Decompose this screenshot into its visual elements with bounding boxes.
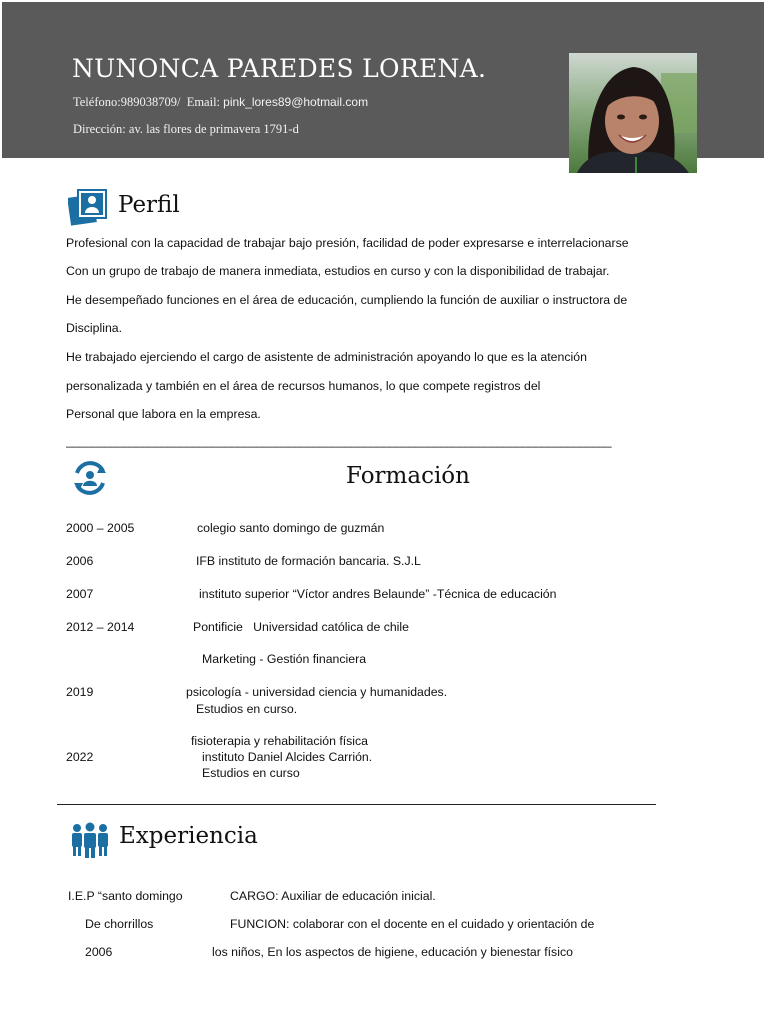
edu-year: 2006 — [66, 554, 94, 568]
edu-year: 2022 — [66, 750, 94, 764]
perfil-line: personalizada y también en el área de recursos humanos, lo que compete registros del — [66, 379, 541, 393]
section-title-formacion: Formación — [346, 463, 470, 489]
edu-text: Estudios en curso — [202, 766, 300, 780]
phone-value: 989038709/ — [120, 95, 181, 109]
candidate-name: NUNONCA PAREDES LORENA. — [72, 54, 487, 83]
exp-detail: FUNCION: colaborar con el docente en el cuidado y orientación de — [230, 917, 595, 931]
edu-year: 2019 — [66, 685, 94, 699]
edu-text: instituto Daniel Alcides Carrión. — [202, 750, 373, 764]
edu-text: Marketing - Gestión financiera — [202, 652, 367, 666]
perfil-line: Profesional con la capacidad de trabajar bajo presión, facilidad de poder expresarse e interrelacionarse — [66, 236, 629, 250]
edu-year: 2000 – 2005 — [66, 521, 135, 535]
email-label: Email: — [186, 95, 221, 109]
edu-year: 2007 — [66, 587, 94, 601]
exp-detail: los niños, En los aspectos de higiene, educación y bienestar físico — [212, 945, 573, 959]
email-value: pink_lores89@hotmail.com — [223, 95, 369, 109]
edu-text: Estudios en curso. — [196, 702, 298, 716]
perfil-line: Disciplina. — [66, 321, 123, 335]
edu-text: instituto superior “Víctor andres Belaunde” -Técnica de educación — [199, 587, 557, 601]
exp-employer: I.E.P “santo domingo — [68, 889, 183, 903]
section-title-perfil: Perfil — [118, 192, 180, 218]
perfil-separator: ______________________________________________________________________________________ — [66, 434, 612, 448]
address-line — [73, 122, 299, 137]
edu-text: IFB instituto de formación bancaria. S.J.L — [196, 554, 421, 568]
edu-text: psicología - universidad ciencia y humanidades. — [186, 685, 448, 699]
edu-year: 2012 – 2014 — [66, 620, 135, 634]
address-label: Dirección: — [73, 122, 126, 136]
address-value: av. las flores de primavera 1791-d — [128, 122, 299, 136]
graduation-cycle-icon — [71, 461, 109, 500]
profile-photo — [569, 53, 697, 173]
perfil-line: Con un grupo de trabajo de manera inmediata, estudios en curso y con la disponibilidad de trabajar. — [66, 264, 610, 278]
contact-line — [73, 95, 368, 110]
exp-year: 2006 — [85, 945, 113, 959]
section-title-experiencia: Experiencia — [119, 823, 258, 849]
exp-employer: De chorrillos — [85, 917, 154, 931]
edu-text: Pontificie Universidad católica de chile — [193, 620, 409, 634]
edu-text: colegio santo domingo de guzmán — [197, 521, 385, 535]
perfil-line: He trabajado ejerciendo el cargo de asistente de administración apoyando lo que es la atención — [66, 350, 587, 364]
team-people-icon — [70, 822, 110, 863]
exp-detail: CARGO: Auxiliar de educación inicial. — [230, 889, 436, 903]
perfil-line: He desempeñado funciones en el área de educación, cumpliendo la función de auxiliar o instructora de — [66, 293, 628, 307]
perfil-line: Personal que labora en la empresa. — [66, 407, 261, 421]
edu-text: fisioterapia y rehabilitación física — [191, 734, 369, 748]
formacion-divider — [57, 804, 656, 805]
profile-photo-icon — [68, 189, 108, 232]
phone-label: Teléfono: — [73, 95, 121, 109]
